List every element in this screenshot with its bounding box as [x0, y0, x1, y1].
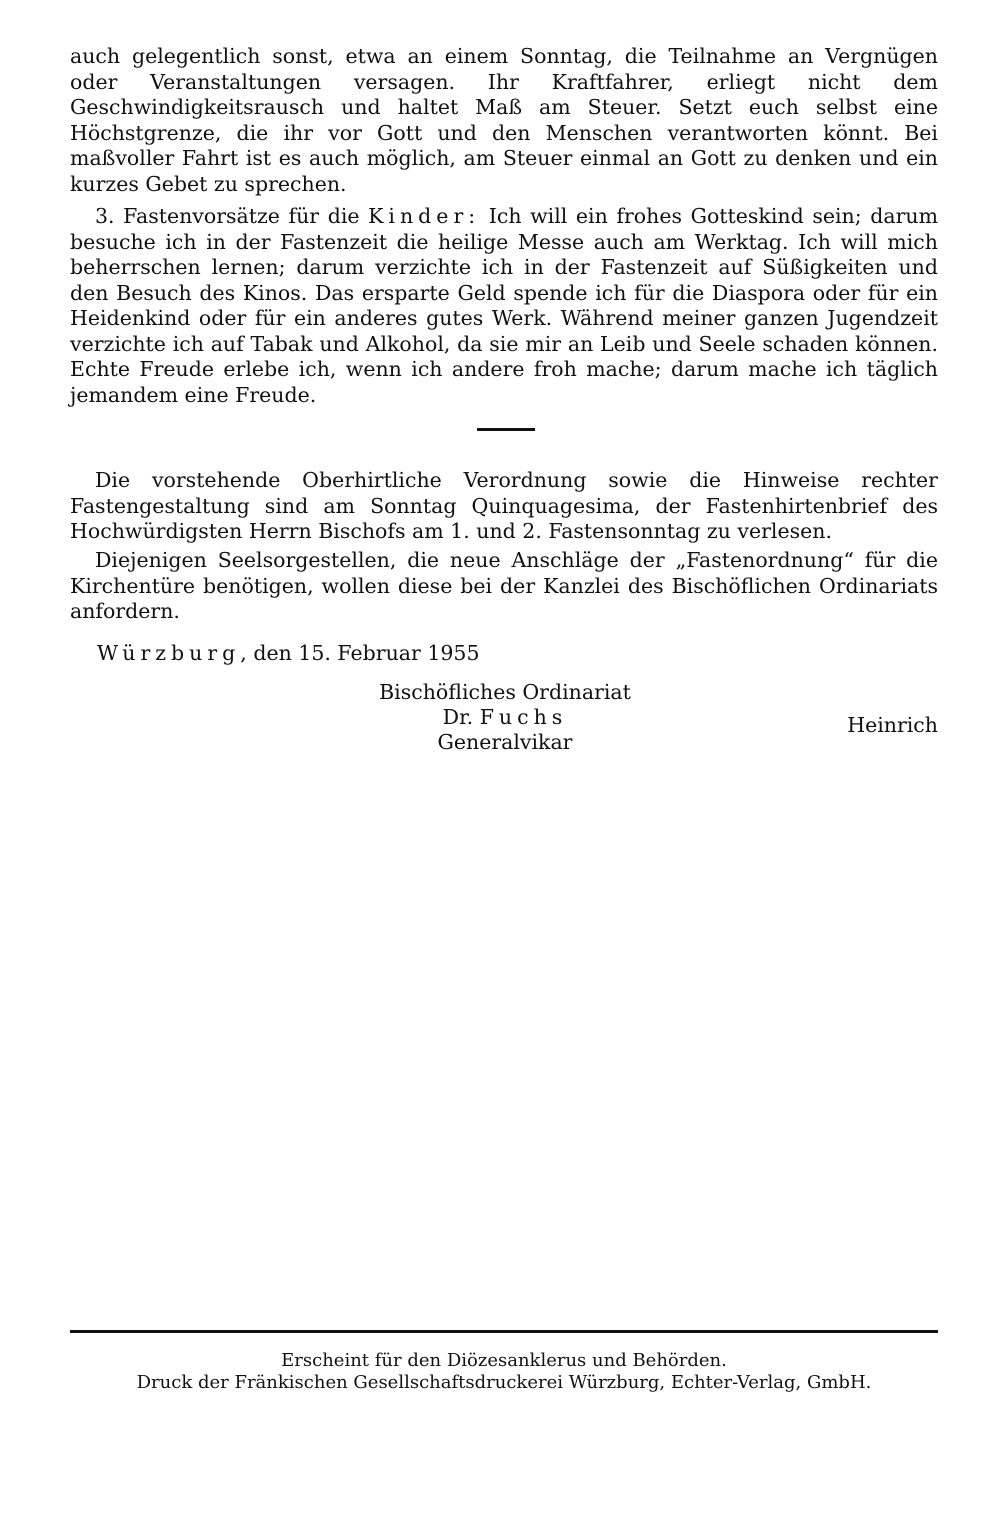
signer-title: Dr.: [442, 705, 480, 729]
signature-block: [300, 680, 710, 755]
bishop-signature: Heinrich: [847, 713, 938, 737]
dateline: [97, 641, 480, 665]
paragraph-children-resolutions: [70, 204, 938, 408]
paragraph-notice-request: Diejenigen Seelsorgestellen, die neue Anschläge der „Fastenordnung“ für die Kirchentüre benötigen, wollen diese bei der Kanzlei des Bischöflichen Ordinariats anfordern.: [70, 548, 938, 623]
office-name: Bischöfliches Ordinariat: [379, 680, 631, 704]
paragraph-motorists: auch gelegentlich sonst, etwa an einem Sonntag, die Teilnahme an Vergnügen oder Veranstaltungen versagen. Ihr Kraftfahrer, erliegt nicht dem Geschwindigkeitsrausch und haltet Maß am Steuer. Setzt euch selbst eine Höchstgrenze, die ihr vor Gott und den Menschen verantworten könnt. Bei maßvoller Fahrt ist es auch möglich, am Steuer einmal an Gott zu denken und ein kurzes Gebet zu sprechen.: [70, 44, 938, 196]
section-divider: [477, 428, 535, 431]
paragraph-rest: Ich will ein frohes Gotteskind sein; darum besuche ich in der Fastenzeit die heilige Messe auch am Werktag. Ich will mich beherrschen lernen; darum verzichte ich in der Fastenzeit auf Süßigkeiten und den Besuch des Kinos. Das ersparte Geld spende ich für die Diaspora oder für ein Heidenkind oder für ein anderes gutes Werk. Während meiner ganzen Jugendzeit verzichte ich auf Tabak und Alkohol, da sie mir an Leib und Seele schaden können. Echte Freude erlebe ich, wenn ich andere froh mache; darum mache ich täglich jemandem eine Freude.: [70, 204, 939, 407]
signer-name: Fuchs: [479, 705, 568, 729]
paragraph-lead: 3. Fastenvorsätze für die: [95, 204, 369, 228]
signer-role: Generalvikar: [437, 730, 573, 754]
paragraph-reading-instructions: Die vorstehende Oberhirtliche Verordnung sowie die Hinweise rechter Fastengestaltung sind am Sonntag Quinquagesima, der Fastenhirtenbrief des Hochwürdigsten Herrn Bischofs am 1. und 2. Fastensonntag zu verlesen.: [70, 468, 938, 543]
footer-line-1: Erscheint für den Diözesanklerus und Behörden.: [281, 1350, 727, 1371]
footer-line-2: Druck der Fränkischen Gesellschaftsdruckerei Würzburg, Echter-Verlag, GmbH.: [136, 1372, 872, 1393]
footer: [70, 1350, 938, 1394]
emphasis-kinder: Kinder:: [368, 204, 481, 228]
place: Würzburg: [97, 641, 241, 665]
signer: [300, 705, 710, 730]
footer-divider: [70, 1330, 938, 1333]
date: , den 15. Februar 1955: [240, 641, 480, 665]
